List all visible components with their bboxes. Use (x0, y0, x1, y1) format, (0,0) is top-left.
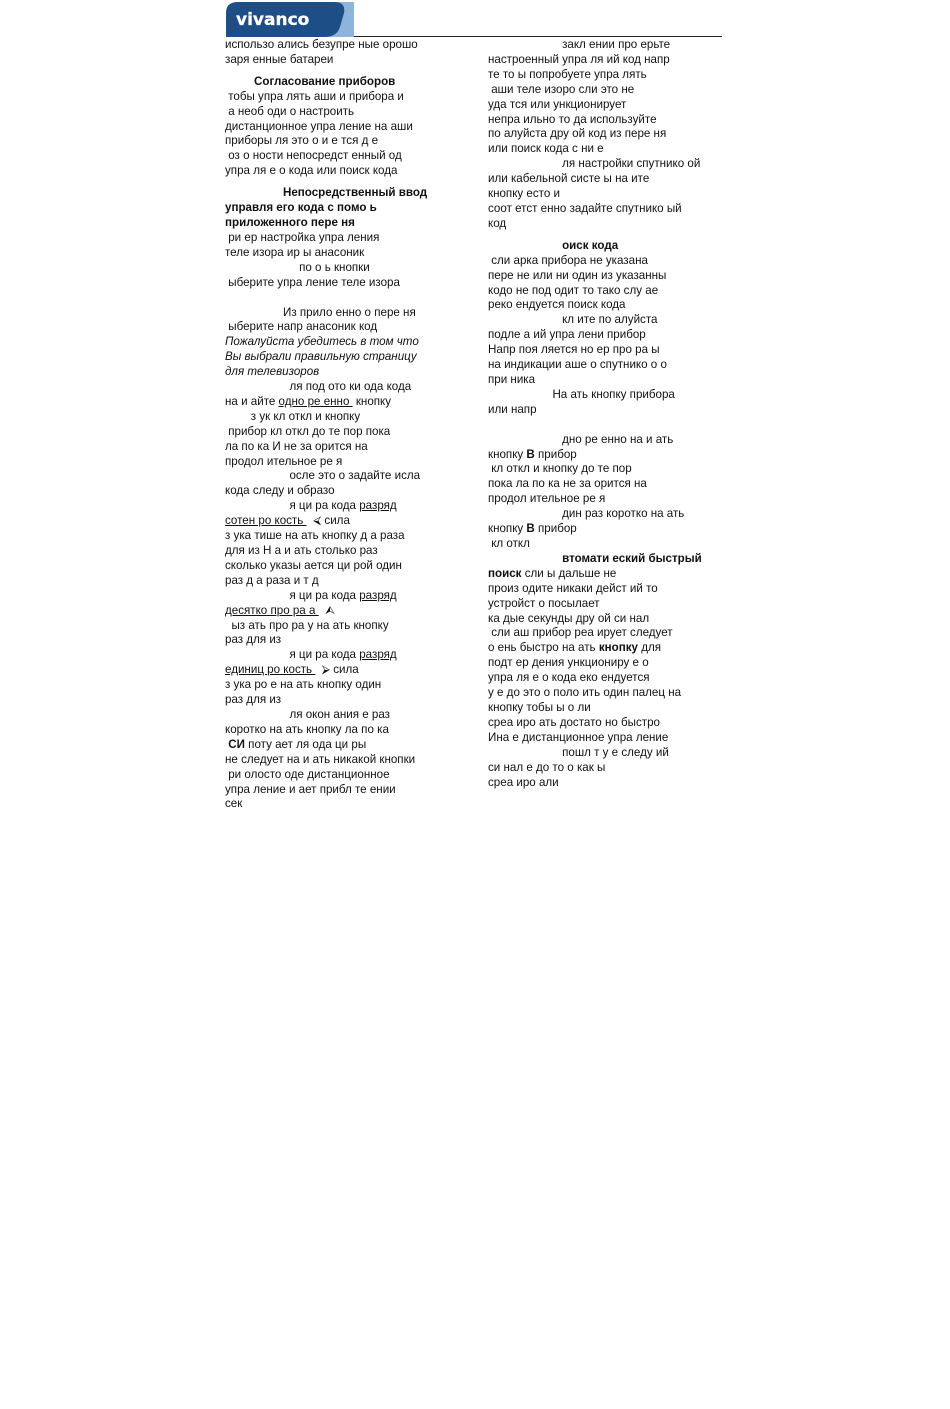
text-line: или кабельной систе ы на ите (488, 172, 650, 186)
text-line: произ одите никаки дейст ий то (488, 581, 658, 595)
note-line: Пожалуйста убедитесь в том что (225, 335, 419, 349)
text-line: десятко про ра а ⮙ (225, 603, 335, 617)
text-line: ля настройки спутнико ой (488, 157, 701, 171)
text-line: сли аш прибор реа ирует следует (488, 626, 673, 640)
text-line: теле изора ир ы анасоник (225, 245, 365, 259)
text-line: раз для из (225, 633, 282, 647)
text-line: реко ендуется поиск кода (488, 298, 626, 312)
section-heading: Непосредственный ввод (225, 186, 428, 200)
text-line: а необ оди о настроить (225, 104, 355, 118)
text-line: з ука тише на ать кнопку д а раза (225, 529, 405, 543)
text-line: ля окон ания е раз (225, 707, 390, 721)
note-line: для телевизоров (225, 365, 320, 379)
section-heading: оиск кода (488, 238, 619, 252)
text-line: ыберите напр анасоник код (225, 320, 378, 334)
text-line: я ци ра кода разряд (225, 588, 397, 602)
text-line: непра ильно то да используйте (488, 112, 657, 126)
text-line: дин раз коротко на ать (488, 507, 685, 521)
text-line: приборы ля это о и е тся д е (225, 134, 379, 148)
text-line: не следует на и ать никакой кнопки (225, 752, 416, 766)
header-rule (354, 36, 722, 37)
text-line: соот етст енно задайте спутнико ый (488, 201, 682, 215)
text-line: пока ла по ка не за орится на (488, 477, 647, 491)
section-heading: приложенного пере ня (225, 215, 355, 229)
text-line: осле это о задайте исла (225, 469, 421, 483)
text-line: раз д а раза и т д (225, 573, 319, 587)
text-line: подле а ий упра лени прибор (488, 328, 646, 342)
vivanco-logo (226, 1, 354, 37)
section-heading: управля его кода с помо ь (225, 201, 377, 215)
text-line: Напр поя ляется но ер про ра ы (488, 343, 660, 357)
text-line: сли арка прибора не указана (488, 253, 648, 267)
text-line: сколько указы ается ци рой один (225, 558, 402, 572)
text-line: я ци ра кода разряд (225, 648, 397, 662)
text-line: закл ении про ерьте (488, 38, 671, 51)
right-column (488, 38, 725, 790)
text-line: коротко на ать кнопку ла по ка (225, 722, 389, 736)
text-line: Ина е дистанционное упра ление (488, 730, 669, 744)
text-line: оз о ности непосредст енный од (225, 149, 402, 163)
text-line: з ук кл откл и кнопку (225, 409, 361, 423)
text-line: единиц ро кость ⮚ сила (225, 663, 359, 677)
text-line: Из прило енно о пере ня (225, 305, 416, 319)
text-line: те то ы попробуете упра лять (488, 67, 647, 81)
text-line: заря енные батареи (225, 52, 334, 66)
text-line: прибор кл откл до те пор пока (225, 424, 391, 438)
text-line: продол ительное ре я (225, 454, 343, 468)
text-line: си нал е до то о как ы (488, 760, 606, 774)
text-line: на индикации аше о спутнико о о (488, 358, 667, 372)
text-line: СИ поту ает ля ода ци ры (225, 737, 367, 751)
text-line: по алуйста дру ой код из пере ня (488, 127, 667, 141)
text-line: дистанционное упра ление на аши (225, 119, 413, 133)
text-line: ля под ото ки ода кода (225, 380, 412, 394)
text-line: На ать кнопку прибора (488, 387, 675, 401)
text-line: продол ительное ре я (488, 492, 606, 506)
text-line: кнопку В прибор (488, 447, 577, 461)
text-line: поиск сли ы дальше не (488, 566, 617, 580)
text-line: упра ля е о кода или поиск кода (225, 164, 398, 178)
text-line: пере не или ни один из указанны (488, 268, 667, 282)
text-line: раз для из (225, 693, 282, 707)
text-line: сек (225, 797, 243, 811)
text-line: кода следу и образо (225, 484, 335, 498)
text-line: кодо не под одит то тако слу ае (488, 283, 659, 297)
text-line: сотен ро кость ⮘ сила (225, 514, 350, 528)
text-line: дно ре енно на и ать (488, 432, 674, 446)
text-line: ыберите упра ление теле изора (225, 275, 400, 289)
text-line: у е до это о поло ить один палец на (488, 686, 682, 700)
note-line: Вы выбрали правильную страницу (225, 350, 417, 364)
text-line: использо ались безупре ные орошо (225, 38, 418, 51)
text-line: код (488, 216, 507, 230)
text-line: ла по ка И не за орится на (225, 439, 368, 453)
text-line: настроенный упра ля ий код напр (488, 52, 670, 66)
text-line: среа иро али (488, 775, 559, 789)
text-line: з ука ро е на ать кнопку один (225, 678, 382, 692)
text-line: кл откл и кнопку до те пор (488, 462, 632, 476)
text-line: кнопку есто и (488, 187, 560, 201)
logo-text: vivanco (236, 10, 310, 30)
section-heading: Согласование приборов (225, 74, 396, 88)
text-line: упра ля е о кода еко ендуется (488, 671, 650, 685)
text-line: среа иро ать достато но быстро (488, 715, 660, 729)
text-line: кл откл (488, 537, 530, 550)
text-line: тобы упра лять аши и прибора и (225, 89, 404, 103)
text-line: кл ите по алуйста (488, 313, 658, 327)
text-line: ыз ать про ра у на ать кнопку (225, 618, 389, 632)
text-line: пошл т у е следу ий (488, 745, 669, 759)
text-line: при ника (488, 372, 536, 386)
text-line: ри олосто оде дистанционное (225, 767, 390, 781)
section-heading: втомати еский быстрый (488, 551, 702, 565)
text-line: или поиск кода с ни е (488, 142, 604, 156)
text-line: для из Н а и ать столько раз (225, 544, 378, 557)
text-line: ка дые секунды дру ой си нал (488, 611, 650, 625)
text-line: уда тся или ункционирует (488, 97, 627, 111)
text-line: кнопку В прибор (488, 522, 577, 536)
text-line: ри ер настройка упра ления (225, 230, 380, 244)
text-line: на и айте одно ре енно кнопку (225, 394, 392, 408)
text-line: аши теле изоро сли это не (488, 82, 635, 96)
text-line: устройст о посылает (488, 596, 600, 610)
text-line: кнопку тобы ы о ли (488, 700, 591, 714)
text-line: подт ер дения ункциониру е о (488, 656, 649, 670)
left-column (225, 38, 462, 812)
text-line: или напр (488, 402, 537, 416)
text-line: по о ь кнопки (225, 260, 370, 274)
text-line: я ци ра кода разряд (225, 499, 397, 513)
text-line: упра ление и ает прибл те ении (225, 782, 396, 796)
text-line: о ень быстро на ать кнопку для (488, 641, 661, 655)
